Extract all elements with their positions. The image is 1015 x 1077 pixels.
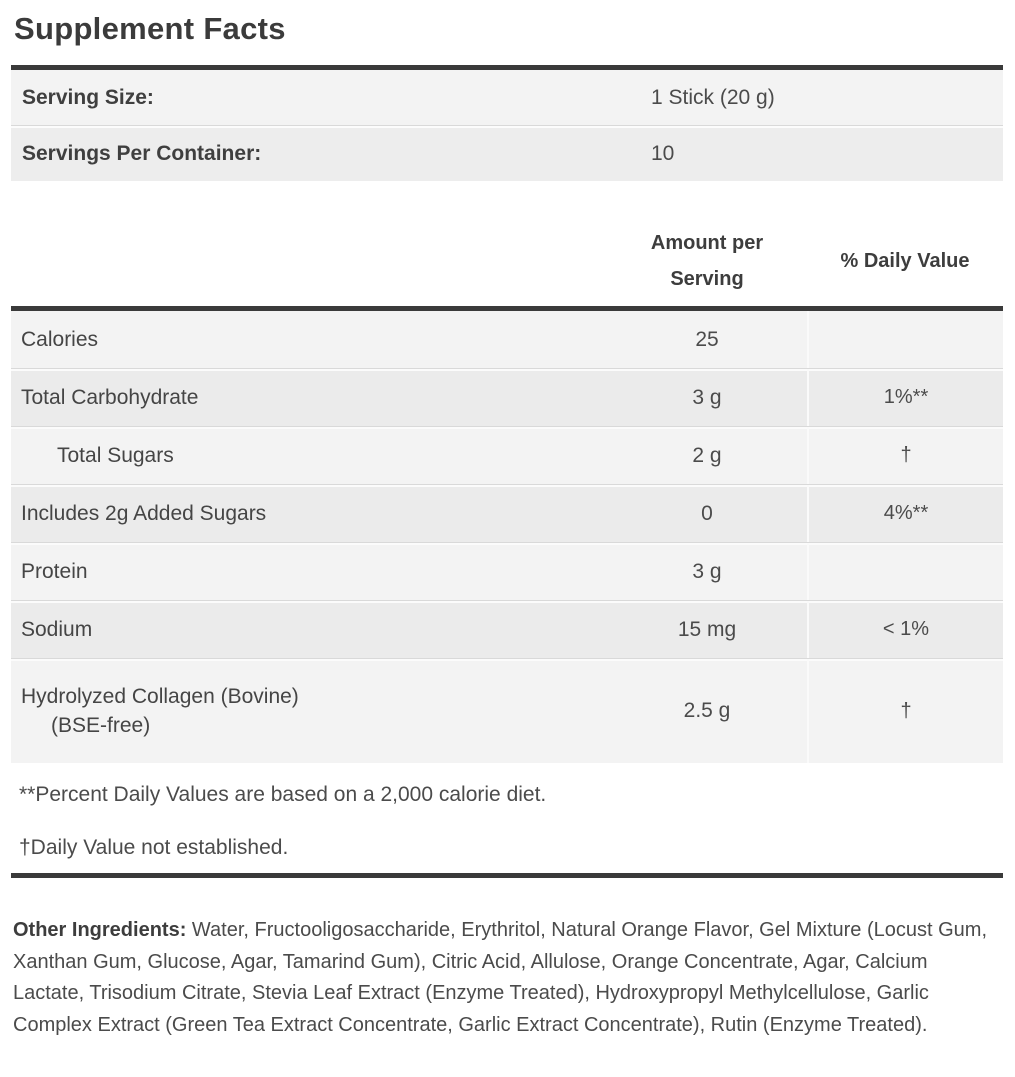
label-block [11, 10, 1003, 1041]
table-row-total-carbohydrate [11, 368, 1003, 426]
serving-info-section [11, 70, 1003, 181]
nutrient-name-line2: (BSE-free) [51, 714, 151, 737]
nutrient-daily-value [807, 543, 1003, 600]
other-ingredients-text: Water, Fructooligosaccharide, Erythritol, Natural Orange Flavor, Gel Mixture (Locust Gum, Xanthan Gum, Glucose, Agar, Tamarind Gum), Citric Acid, Allulose, Orange Concentrate, Agar, Calcium Lactate, Trisodium Citrate, Stevia Leaf Extract (Enzyme Treated), Hydroxypropyl Methylcellulose, Garlic Complex Extract (Green Tea Extract Concentrate, Garlic Extract Concentrate), Rutin (Enzyme Treated). [13, 919, 988, 1036]
table-row-protein [11, 542, 1003, 600]
column-header-percent-daily-value: % Daily Value [840, 249, 970, 272]
table-row-hydrolyzed-collagen [11, 658, 1003, 763]
nutrient-amount: 2 g [692, 443, 722, 467]
servings-per-container-value: 10 [651, 141, 675, 165]
table-row-total-sugars [11, 426, 1003, 484]
serving-size-value: 1 Stick (20 g) [651, 85, 775, 109]
column-header-amount-per-serving: Amount per Serving [650, 232, 764, 290]
nutrient-daily-value: 1%** [807, 369, 1003, 426]
nutrient-name: Total Carbohydrate [21, 386, 199, 409]
nutrition-table [11, 311, 1003, 763]
nutrient-name: Includes 2g Added Sugars [21, 502, 267, 525]
nutrient-name: Calories [21, 328, 99, 351]
nutrient-amount: 3 g [692, 385, 722, 409]
other-ingredients-label: Other Ingredients: [13, 919, 187, 941]
serving-size-row [11, 70, 1003, 125]
footnote-daily-value-not-established: †Daily Value not established. [19, 836, 289, 859]
nutrient-amount: 2.5 g [683, 699, 731, 722]
nutrient-amount: 3 g [692, 559, 722, 583]
serving-size-label: Serving Size: [22, 85, 154, 109]
table-header-row [11, 225, 1003, 306]
nutrient-daily-value: 4%** [807, 485, 1003, 542]
nutrient-amount: 0 [701, 501, 713, 525]
footnote-percent-daily-value: **Percent Daily Values are based on a 2,000 calorie diet. [19, 783, 547, 806]
nutrient-daily-value: † [807, 427, 1003, 484]
nutrient-daily-value: † [807, 659, 1003, 763]
nutrient-name [11, 682, 607, 740]
divider-bottom [11, 873, 1003, 878]
nutrient-name-line1: Hydrolyzed Collagen (Bovine) [21, 685, 299, 708]
servings-per-container-row [11, 125, 1003, 181]
nutrient-amount: 15 mg [677, 617, 737, 641]
nutrient-amount: 25 [695, 327, 719, 351]
table-row-sodium [11, 600, 1003, 658]
table-row-calories [11, 311, 1003, 368]
nutrient-daily-value [807, 311, 1003, 368]
other-ingredients-paragraph [13, 915, 995, 1041]
nutrient-name: Protein [21, 560, 88, 583]
nutrient-name: Total Sugars [57, 444, 174, 467]
page-title: Supplement Facts [14, 11, 286, 46]
table-row-added-sugars [11, 484, 1003, 542]
nutrient-name: Sodium [21, 618, 93, 641]
nutrient-daily-value: < 1% [807, 601, 1003, 658]
servings-per-container-label: Servings Per Container: [22, 141, 262, 165]
